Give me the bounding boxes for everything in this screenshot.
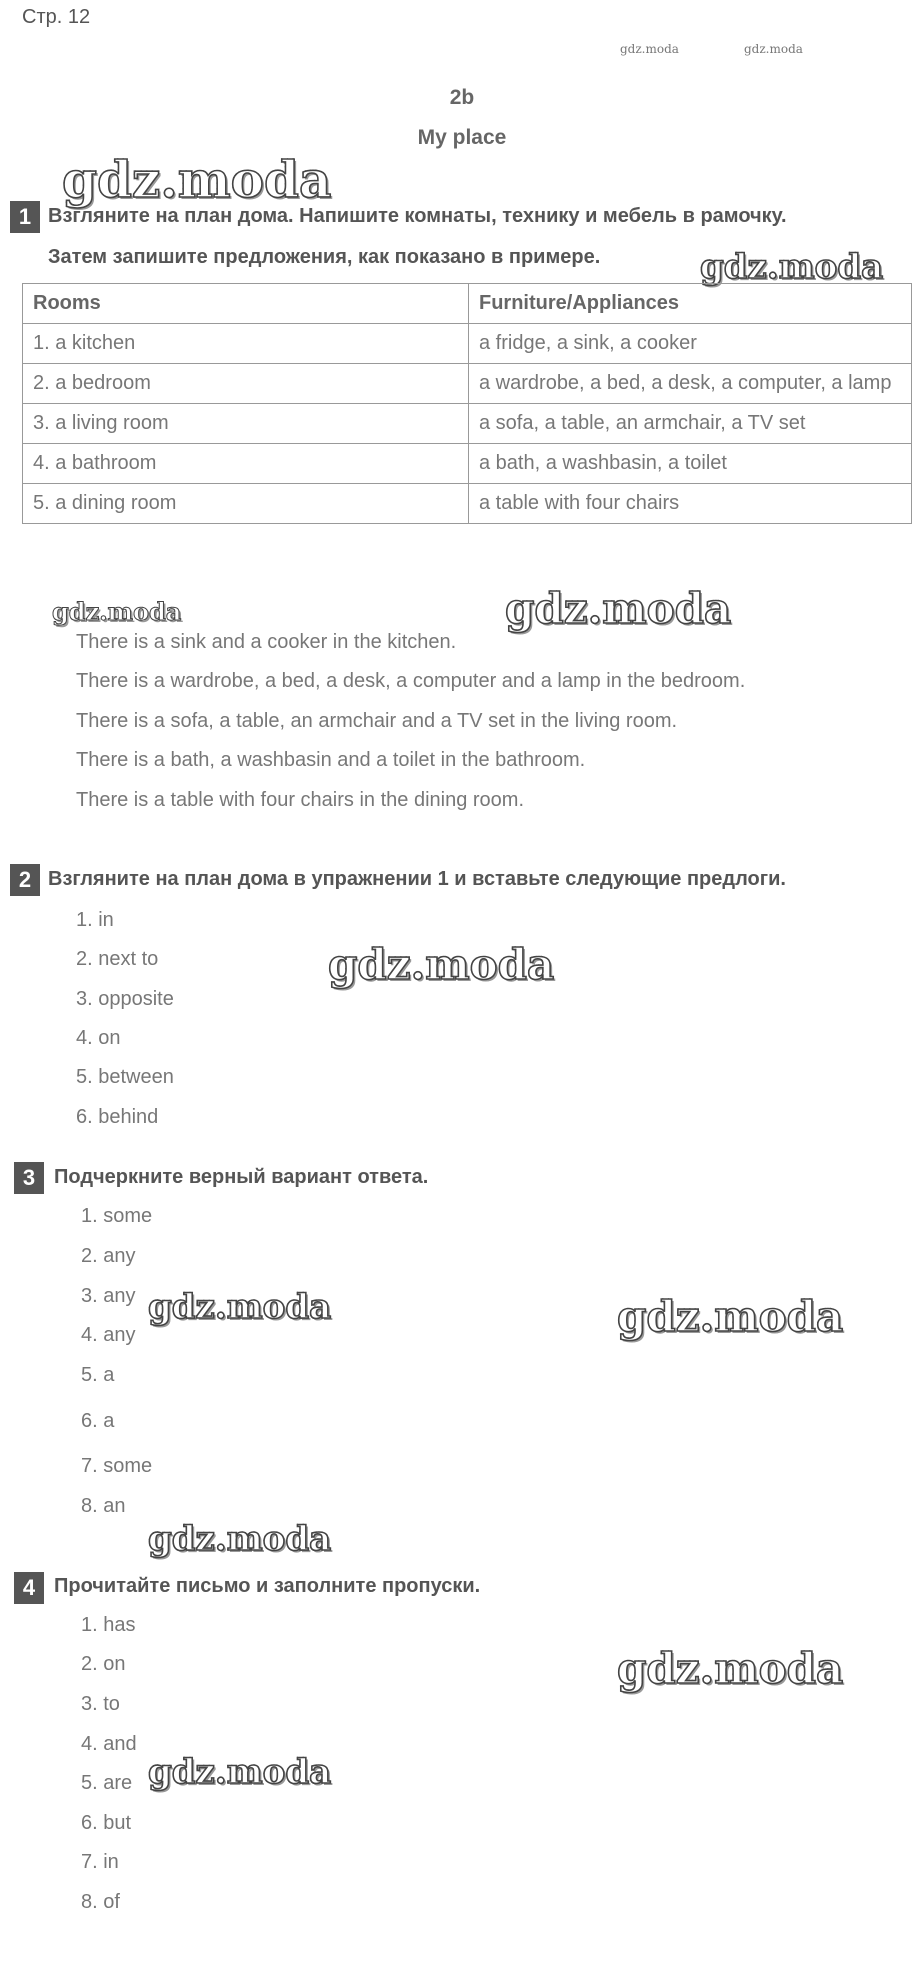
answer-item: 1. in (76, 909, 114, 931)
watermark: gdz.moda (62, 150, 332, 209)
task-number: 2 (10, 864, 40, 896)
task-instruction: Взгляните на план дома в упражнении 1 и вставьте следующие предлоги. (48, 868, 786, 890)
watermark-small: gdz.moda (620, 42, 679, 56)
answer-item: 1. some (81, 1205, 153, 1227)
answer-item: 2. any (81, 1245, 136, 1267)
answer-item: 4. and (81, 1733, 137, 1755)
watermark: gdz.moda (700, 247, 884, 287)
watermark: gdz.moda (148, 1287, 332, 1327)
answer-item: 3. to (81, 1693, 120, 1715)
table-cell: 2. a bedroom (23, 364, 469, 404)
table-cell: a wardrobe, a bed, a desk, a computer, a lamp (469, 364, 912, 404)
answer-item: 6. behind (76, 1106, 159, 1128)
answer-item: 4. any (81, 1324, 136, 1346)
task-instruction: Прочитайте письмо и заполните пропуски. (54, 1575, 481, 1597)
answer-item: 8. of (81, 1891, 120, 1913)
table-header: Rooms (23, 284, 469, 324)
answer-item: 6. but (81, 1812, 132, 1834)
answer-sentence: There is a bath, a washbasin and a toilet in the bathroom. (76, 749, 586, 771)
task-number: 4 (14, 1572, 44, 1604)
page-title: My place (417, 126, 507, 149)
rooms-table (22, 283, 912, 524)
task-instruction: Затем запишите предложения, как показано в примере. (48, 246, 601, 268)
watermark: gdz.moda (617, 1644, 844, 1693)
answer-sentence: There is a table with four chairs in the dining room. (76, 789, 524, 811)
answer-item: 3. any (81, 1285, 136, 1307)
answer-item: 7. some (81, 1455, 153, 1477)
answer-item: 5. a (81, 1364, 115, 1386)
watermark: gdz.moda (328, 940, 555, 989)
watermark: gdz.moda (617, 1292, 844, 1341)
watermark: gdz.moda (52, 597, 182, 626)
table-row (23, 484, 912, 524)
table-row (23, 364, 912, 404)
table-header-row (23, 284, 912, 324)
task-instruction: Подчеркните верный вариант ответа. (54, 1166, 429, 1188)
answer-item: 2. on (81, 1653, 126, 1675)
task-instruction: Взгляните на план дома. Напишите комнаты, технику и мебель в рамочку. (48, 205, 787, 227)
answer-item: 8. an (81, 1495, 126, 1517)
table-row (23, 444, 912, 484)
table-cell: a table with four chairs (469, 484, 912, 524)
answer-sentence: There is a sofa, a table, an armchair and a TV set in the living room. (76, 710, 678, 732)
answer-item: 2. next to (76, 948, 159, 970)
watermark: gdz.moda (148, 1519, 332, 1559)
page-number: Стр. 12 (22, 6, 91, 28)
answer-sentence: There is a sink and a cooker in the kitchen. (76, 631, 457, 653)
answer-item: 5. are (81, 1772, 133, 1794)
table-cell: a bath, a washbasin, a toilet (469, 444, 912, 484)
task-number: 3 (14, 1162, 44, 1194)
answer-item: 3. opposite (76, 988, 174, 1010)
table-row (23, 324, 912, 364)
answer-sentence: There is a wardrobe, a bed, a desk, a computer and a lamp in the bedroom. (76, 670, 746, 692)
table-cell: 3. a living room (23, 404, 469, 444)
table-cell: a fridge, a sink, a cooker (469, 324, 912, 364)
table-cell: 4. a bathroom (23, 444, 469, 484)
answer-item: 1. has (81, 1614, 136, 1636)
table-cell: 5. a dining room (23, 484, 469, 524)
task-number: 1 (10, 201, 40, 233)
answer-item: 6. a (81, 1410, 115, 1432)
table-cell: a sofa, a table, an armchair, a TV set (469, 404, 912, 444)
table-cell: 1. a kitchen (23, 324, 469, 364)
answer-item: 7. in (81, 1851, 119, 1873)
watermark: gdz.moda (148, 1752, 332, 1792)
unit-label: 2b (449, 86, 475, 109)
table-header: Furniture/Appliances (469, 284, 912, 324)
table-row (23, 404, 912, 444)
watermark: gdz.moda (505, 584, 732, 633)
answer-item: 4. on (76, 1027, 121, 1049)
answer-item: 5. between (76, 1066, 174, 1088)
watermark-small: gdz.moda (744, 42, 803, 56)
